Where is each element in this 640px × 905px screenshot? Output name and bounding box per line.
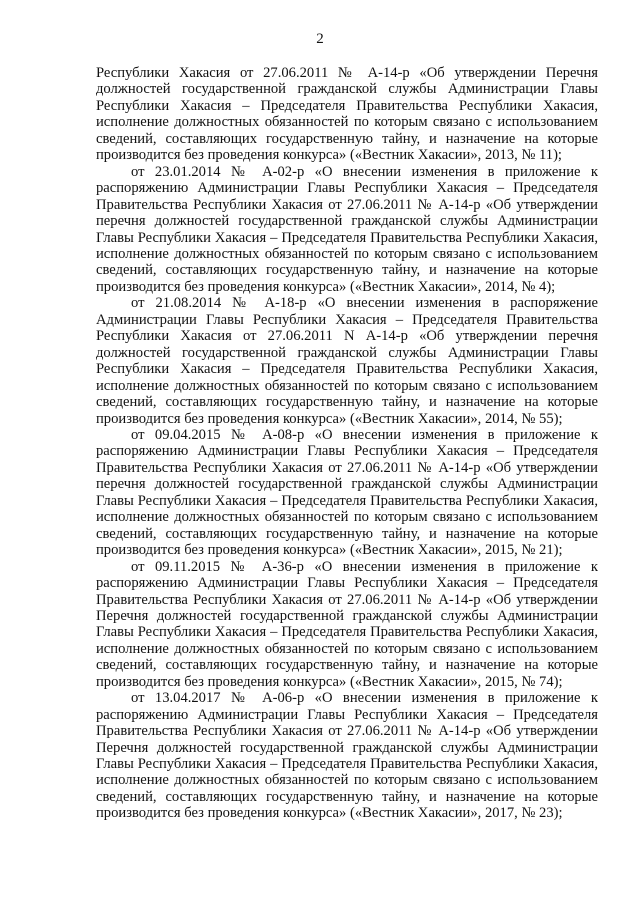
paragraph-order-a-36-r: от 09.11.2015 № А-36-р «О внесении изменения в приложение к распоряжению Администрации Главы Республики Хакасия – Председателя Правительства Республики Хакасия от 27.06.2011 № А-14-р «Об утверждении Перечня должностей государственной гражданской службы Администрации Главы Республики Хакасия – Председателя Правительства Республики Хакасия, исполнение должностных обязанностей по которым связано с использованием сведений, составляющих государственную тайну, и назначение на которые производится без проведения конкурса» («Вестник Хакасии», 2015, № 74); (96, 558, 598, 690)
paragraph-order-a-02-r: от 23.01.2014 № А-02-р «О внесении изменения в приложение к распоряжению Администрации Главы Республики Хакасия – Председателя Правительства Республики Хакасия от 27.06.2011 № А-14-р «Об утверждении перечня должностей государственной гражданской службы Администрации Главы Республики Хакасия – Председателя Правительства Республики Хакасия, исполнение должностных обязанностей по которым связано с использованием сведений, составляющих государственную тайну, и назначение на которые производится без проведения конкурса» («Вестник Хакасии», 2014, № 4); (96, 163, 598, 295)
paragraph-order-a-18-r: от 21.08.2014 № А-18-р «О внесении изменения в распоряжение Администрации Главы Республики Хакасия – Председателя Правительства Республики Хакасия от 27.06.2011 N А-14-р «Об утверждении перечня должностей государственной гражданской службы Администрации Главы Республики Хакасия – Председателя Правительства Республики Хакасия, исполнение должностных обязанностей по которым связано с использованием сведений, составляющих государственную тайну, и назначение на которые производится без проведения конкурса» («Вестник Хакасии», 2014, № 55); (96, 295, 598, 427)
paragraph-continuation: Республики Хакасия от 27.06.2011 № А-14-р «Об утверждении Перечня должностей государственной гражданской службы Администрации Главы Республики Хакасия – Председателя Правительства Республики Хакасия, исполнение должностных обязанностей по которым связано с использованием сведений, составляющих государственную тайну, и назначение на которые производится без проведения конкурса» («Вестник Хакасии», 2013, № 11); (96, 65, 598, 164)
page-number: 2 (316, 31, 324, 47)
document-body (96, 65, 598, 822)
paragraph-order-a-06-r: от 13.04.2017 № А-06-р «О внесении изменения в приложение к распоряжению Администрации Главы Республики Хакасия – Председателя Правительства Республики Хакасия от 27.06.2011 № А-14-р «Об утверждении Перечня должностей государственной гражданской службы Администрации Главы Республики Хакасия – Председателя Правительства Республики Хакасия, исполнение должностных обязанностей по которым связано с использованием сведений, составляющих государственную тайну, и назначение на которые производится без проведения конкурса» («Вестник Хакасии», 2017, № 23); (96, 690, 598, 822)
paragraph-order-a-08-r: от 09.04.2015 № А-08-р «О внесении изменения в приложение к распоряжению Администрации Главы Республики Хакасия – Председателя Правительства Республики Хакасия от 27.06.2011 № А-14-р «Об утверждении перечня должностей государственной гражданской службы Администрации Главы Республики Хакасия – Председателя Правительства Республики Хакасия, исполнение должностных обязанностей по которым связано с использованием сведений, составляющих государственную тайну, и назначение на которые производится без проведения конкурса» («Вестник Хакасии», 2015, № 21); (96, 426, 598, 559)
